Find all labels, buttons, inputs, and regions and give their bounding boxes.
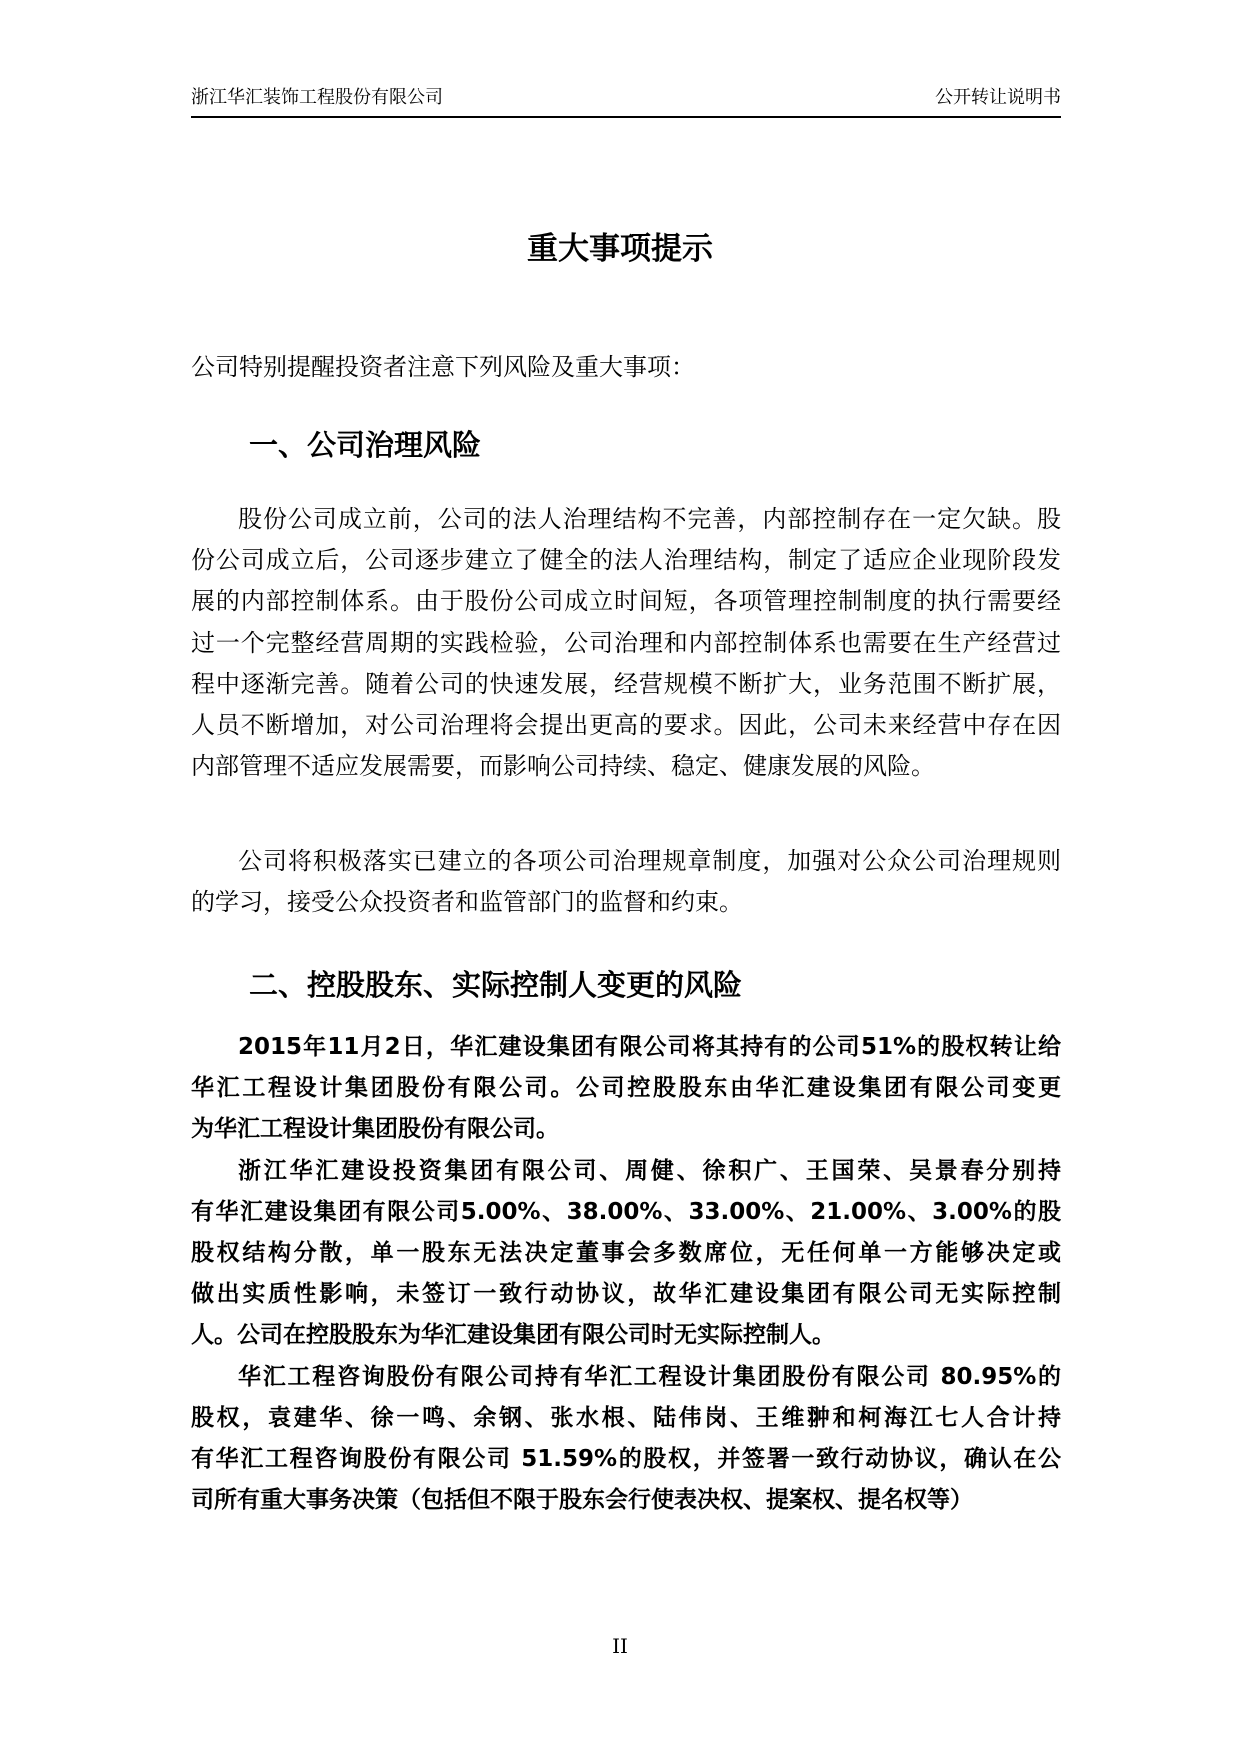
paragraph-line: 股权，袁建华、徐一鸣、余钢、张水根、陆伟岗、王维翀和柯海江七人合计持 xyxy=(191,1404,1061,1431)
paragraph-line: 程中逐渐完善。随着公司的快速发展，经营规模不断扩大，业务范围不断扩展， xyxy=(191,669,1061,698)
paragraph-line: 人。公司在控股股东为华汇建设集团有限公司时无实际控制人。 xyxy=(191,1322,835,1349)
header-divider xyxy=(191,116,1061,118)
paragraph-line: 份公司成立后，公司逐步建立了健全的法人治理结构，制定了适应企业现阶段发 xyxy=(191,546,1061,575)
paragraph-line: 人员不断增加，对公司治理将会提出更高的要求。因此，公司未来经营中存在因 xyxy=(191,710,1061,739)
paragraph-line: 有华汇建设集团有限公司5.00%、38.00%、33.00%、21.00%、3.00%的股 xyxy=(191,1198,1061,1225)
paragraph xyxy=(191,1357,1061,1522)
page-number: II xyxy=(612,1634,628,1658)
paragraph-line: 司所有重大事务决策（包括但不限于股东会行使表决权、提案权、提名权等） xyxy=(191,1487,973,1514)
paragraph-line: 浙江华汇建设投资集团有限公司、周健、徐积广、王国荣、吴景春分别持 xyxy=(238,1157,1061,1184)
bold-paragraphs xyxy=(191,1027,1061,1521)
paragraph-line: 过一个完整经营周期的实践检验，公司治理和内部控制体系也需要在生产经营过 xyxy=(191,628,1061,657)
paragraph-line: 股份公司成立前，公司的法人治理结构不完善，内部控制存在一定欠缺。股 xyxy=(238,505,1061,533)
paragraph-line: 做出实质性影响，未签订一致行动协议，故华汇建设集团有限公司无实际控制 xyxy=(191,1281,1061,1308)
header-company-name: 浙江华汇装饰工程股份有限公司 xyxy=(191,87,443,108)
paragraph-line: 内部管理不适应发展需要，而影响公司持续、稳定、健康发展的风险。 xyxy=(191,752,935,781)
paragraph xyxy=(191,1151,1061,1357)
page-title: 重大事项提示 xyxy=(527,231,713,267)
paragraph xyxy=(191,499,1061,787)
paragraph-line: 的学习，接受公众投资者和监管部门的监督和约束。 xyxy=(191,888,743,917)
paragraph-line: 2015年11月2日，华汇建设集团有限公司将其持有的公司51%的股权转让给 xyxy=(238,1034,1061,1060)
paragraph-line: 华汇工程设计集团股份有限公司。公司控股股东由华汇建设集团有限公司变更 xyxy=(191,1075,1061,1102)
paragraph-line: 展的内部控制体系。由于股份公司成立时间短，各项管理控制制度的执行需要经 xyxy=(191,587,1061,616)
section-heading-control-change-risk: 二、控股股东、实际控制人变更的风险 xyxy=(249,968,743,1002)
paragraph-line: 华汇工程咨询股份有限公司持有华汇工程设计集团股份有限公司 80.95%的 xyxy=(238,1363,1061,1390)
paragraph xyxy=(191,841,1061,923)
paragraph-line: 股权结构分散，单一股东无法决定董事会多数席位，无任何单一方能够决定或 xyxy=(191,1239,1061,1266)
section-heading-governance-risk: 一、公司治理风险 xyxy=(249,428,482,462)
paragraph-line: 公司将积极落实已建立的各项公司治理规章制度，加强对公众公司治理规则 xyxy=(238,847,1061,875)
intro-text: 公司特别提醒投资者注意下列风险及重大事项： xyxy=(191,353,695,381)
paragraph-line: 为华汇工程设计集团股份有限公司。 xyxy=(191,1116,559,1143)
paragraph-line: 有华汇工程咨询股份有限公司 51.59%的股权，并签署一致行动协议，确认在公 xyxy=(191,1445,1061,1472)
paragraph xyxy=(191,1027,1061,1151)
header-document-type: 公开转让说明书 xyxy=(935,87,1061,108)
